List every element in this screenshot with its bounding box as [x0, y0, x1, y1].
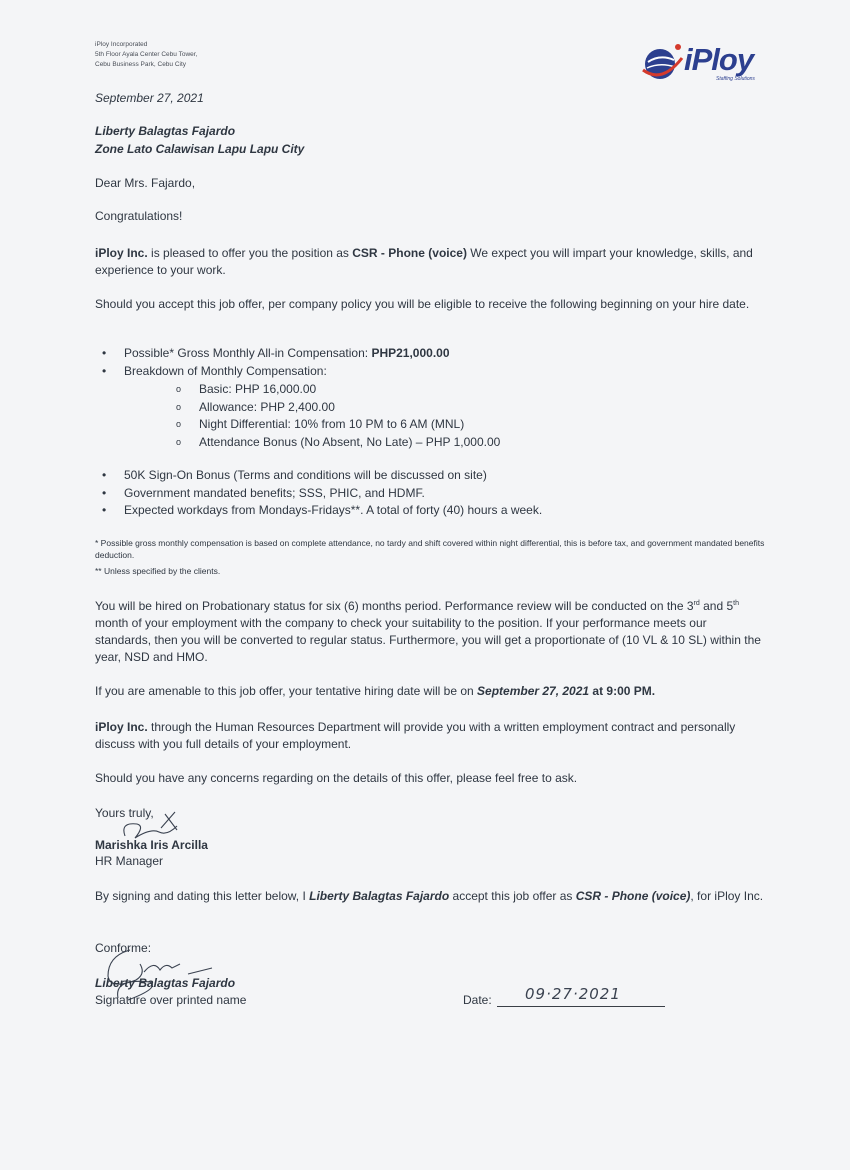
company-logo — [640, 38, 770, 88]
list-item: o Attendance Bonus (No Absent, No Late) – PHP 1,000.00 — [175, 434, 500, 452]
signatory-title: HR Manager — [95, 854, 164, 868]
company-address — [95, 40, 197, 70]
benefits-list — [95, 345, 765, 380]
address-line-1: 5th Floor Ayala Center Cebu Tower, — [95, 51, 198, 58]
list-item: • 50K Sign-On Bonus (Terms and conditions will be discussed on site) — [95, 467, 765, 485]
concerns-paragraph: Should you have any concerns regarding on the details of this offer, please feel free to ask. — [95, 771, 578, 785]
list-item: • Expected workdays from Mondays-Fridays**. A total of forty (40) hours a week. — [95, 502, 765, 520]
hiring-paragraph: If you are amenable to this job offer, your tentative hiring date will be on September 27, 2021 at 9:00 PM. — [95, 684, 656, 698]
footnote-compensation: * Possible gross monthly compensation is based on complete attendance, no tardy and shift covered within night differential, this is before tax, and government mandated benefits deduction. — [95, 538, 765, 560]
offer-paragraph: iPloy Inc. is pleased to offer you the position as CSR - Phone (voice) We expect you will impart your knowledge, skills, and experience to your work. — [95, 246, 753, 277]
list-item: o Basic: PHP 16,000.00 — [175, 381, 500, 399]
hiring-date: September 27, 2021 — [477, 684, 590, 698]
letter-date: September 27, 2021 — [95, 91, 204, 105]
list-item: o Night Differential: 10% from 10 PM to 6 AM (MNL) — [175, 416, 500, 434]
other-benefits-list — [95, 467, 765, 520]
breakdown-list — [175, 381, 500, 451]
signature-caption: Signature over printed name — [95, 993, 247, 1007]
date-label: Date: — [463, 993, 492, 1007]
footnote-workdays: ** Unless specified by the clients. — [95, 566, 221, 576]
offer-position: CSR - Phone (voice) — [352, 246, 467, 260]
list-item: • Breakdown of Monthly Compensation: — [95, 363, 765, 381]
hiring-time: at 9:00 PM. — [589, 684, 656, 698]
date-line — [497, 1005, 665, 1007]
list-item: • Possible* Gross Monthly All-in Compensation: PHP21,000.00 — [95, 345, 765, 363]
acceptance-paragraph: By signing and dating this letter below, I Liberty Balagtas Fajardo accept this job offer as CSR - Phone (voice), for iPloy Inc. — [95, 889, 764, 903]
logo-wordmark: iPloy — [684, 42, 754, 77]
recipient-name: Liberty Balagtas Fajardo — [95, 124, 236, 138]
list-item: • Government mandated benefits; SSS, PHIC, and HDMF. — [95, 485, 765, 503]
offer-company: iPloy Inc. — [95, 246, 148, 260]
gross-value: PHP21,000.00 — [371, 346, 450, 360]
recipient-address: Zone Lato Calawisan Lapu Lapu City — [95, 142, 305, 156]
signatory-name: Marishka Iris Arcilla — [95, 838, 208, 852]
salutation: Dear Mrs. Fajardo, — [95, 176, 196, 190]
address-line-2: Cebu Business Park, Cebu City — [95, 61, 187, 68]
conforme-name: Liberty Balagtas Fajardo — [95, 976, 236, 990]
conforme-label: Conforme: — [95, 941, 152, 955]
signed-date: 09·27·2021 — [525, 985, 621, 1003]
list-item: o Allowance: PHP 2,400.00 — [175, 399, 500, 417]
logo-tagline: Staffing Solutions — [716, 76, 755, 82]
company-name: iPloy Incorporated — [95, 41, 148, 48]
hr-paragraph: iPloy Inc. through the Human Resources Department will provide you with a written employment contract and personally discuss with you full details of your employment. — [95, 720, 736, 751]
closing: Yours truly, — [95, 806, 154, 820]
globe-icon — [640, 40, 686, 86]
accept-paragraph: Should you accept this job offer, per company policy you will be eligible to receive the following beginning on your hire date. — [95, 297, 750, 311]
probation-paragraph: You will be hired on Probationary status for six (6) months period. Performance review will be conducted on the 3rd and 5th month of your employment with the company to check your suitability to the position. If your performance meets our standards, then you will be converted to regular status. Furthermore, you will get a proportionate of (10 VL & 10 SL) within the year, NSD and HMO. — [95, 599, 761, 664]
congratulations: Congratulations! — [95, 209, 183, 223]
